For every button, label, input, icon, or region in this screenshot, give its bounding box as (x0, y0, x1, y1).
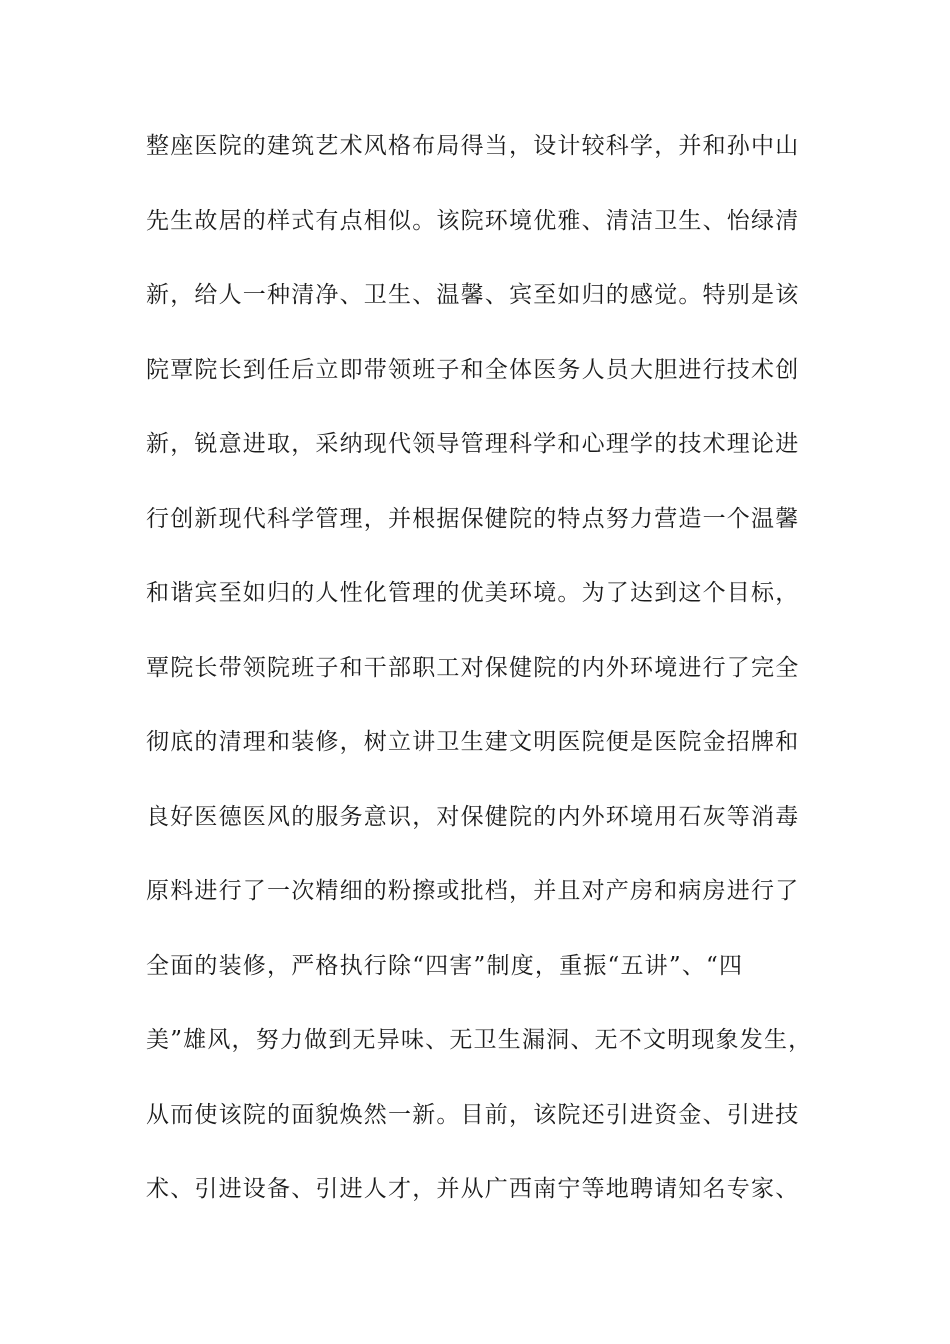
body-text (146, 128, 813, 1246)
text-line-12: 全面的装修，严格执行除“四害”制度，重振“五讲”、“四 (146, 952, 744, 979)
text-line-4: 院覃院长到任后立即带领班子和全体医务人员大胆进行技术创 (146, 356, 800, 383)
text-line-2: 先生故居的样式有点相似。该院环境优雅、清洁卫生、怡绿清 (146, 207, 800, 234)
text-line-7: 和谐宾至如归的人性化管理的优美环境。为了达到这个目标， (146, 580, 800, 606)
text-line-9: 彻底的清理和装修，树立讲卫生建文明医院便是医院金招牌和 (146, 729, 800, 755)
text-line-1: 整座医院的建筑艺术风格布局得当，设计较科学，并和孙中山 (146, 133, 800, 159)
text-line-13: 美”雄风，努力做到无异味、无卫生漏洞、无不文明现象发生， (146, 1027, 813, 1053)
text-line-5: 新，锐意进取，采纳现代领导管理科学和心理学的技术理论进 (146, 431, 800, 457)
text-line-11: 原料进行了一次精细的粉擦或批档，并且对产房和病房进行了 (146, 878, 800, 904)
text-line-10: 良好医德医风的服务意识，对保健院的内外环境用石灰等消毒 (146, 803, 800, 830)
text-line-14: 从而使该院的面貌焕然一新。目前，该院还引进资金、引进技 (146, 1101, 800, 1128)
text-line-15: 术、引进设备、引进人才，并从广西南宁等地聘请知名专家、 (146, 1176, 800, 1202)
text-line-6: 行创新现代科学管理，并根据保健院的特点努力营造一个温馨 (146, 505, 800, 532)
text-line-3: 新，给人一种清净、卫生、温馨、宾至如归的感觉。特别是该 (146, 282, 800, 308)
text-line-8: 覃院长带领院班子和干部职工对保健院的内外环境进行了完全 (146, 654, 800, 681)
